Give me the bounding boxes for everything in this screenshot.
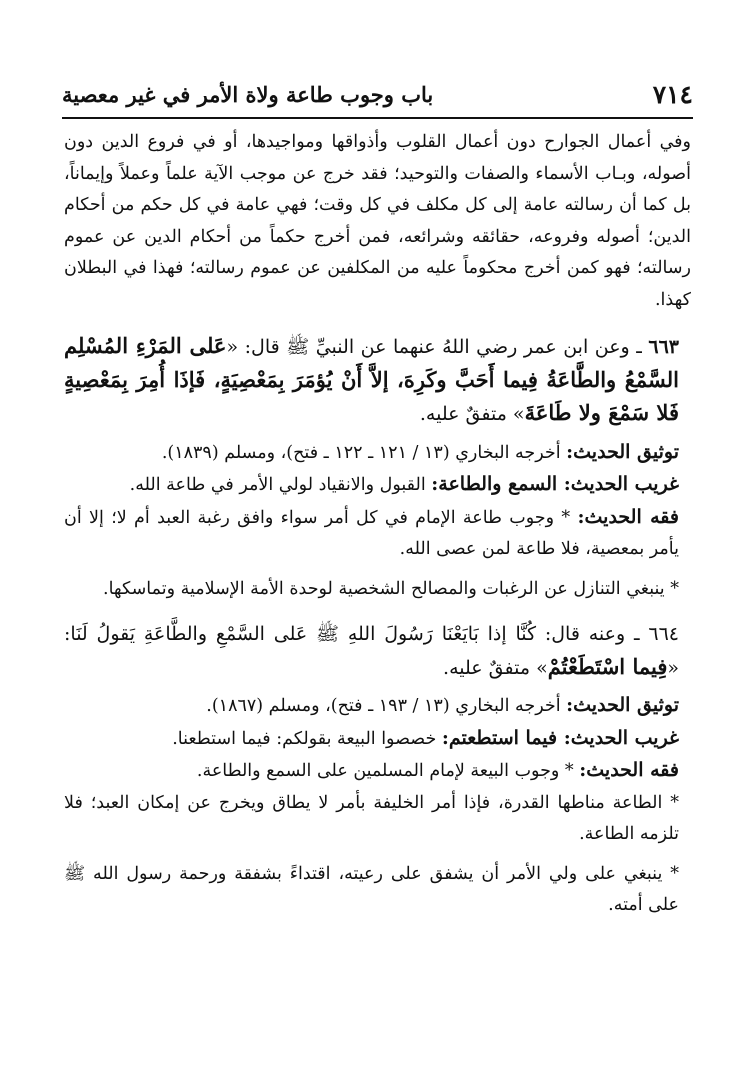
- note-664-1: * الطاعة مناطها القدرة، فإذا أمر الخليفة بأمر لا يطاق ويخرج عن إمكان العبد؛ فلا تلزمه الطاعة.: [64, 792, 679, 844]
- page-header: [62, 74, 693, 114]
- hadith-matn: فِيما اسْتَطَعْتُمْ: [547, 653, 668, 679]
- tawthiq-label: توثيق الحديث:: [566, 694, 679, 716]
- gharib-term: فيما استطعتم:: [441, 726, 564, 749]
- gharib-label: غريب الحديث:: [563, 726, 679, 749]
- fiqh-663: [64, 502, 691, 566]
- gharib-term: السمع والطاعة:: [431, 473, 564, 495]
- note-663: * ينبغي التنازل عن الرغبات والمصالح الشخصية لوحدة الأمة الإسلامية وتماسكها.: [103, 578, 679, 599]
- hadith-lead: ـ وعن ابن عمر رضي اللهُ عنهما عن النبيِّ ﷺ قال: «: [226, 336, 649, 358]
- hadith-664: [64, 619, 691, 684]
- page-number: ٧١٤: [652, 79, 693, 109]
- tawthiq-text: أخرجه البخاري (١٣ / ١٩٣ ـ فتح)، ومسلم (١٨٦٧).: [206, 696, 567, 716]
- hadith-matn: عَلى المَرْءِ المُسْلِم السَّمْعُ والطَّاعَةُ فِيما أَحَبَّ وكَرِهَ، إلاَّ أَنْ يُؤمَرَ بِمَعْصِيَةٍ، فَإذَا أُمِرَ بِمَعْصِيةٍ فَلا سَمْعَ ولا طَاعَةَ: [64, 333, 679, 425]
- fiqh-label: فقه الحديث:: [579, 759, 679, 781]
- tawthiq-663: [64, 437, 691, 470]
- fiqh-664: [64, 755, 691, 788]
- gharib-label: غريب الحديث:: [563, 473, 679, 495]
- fiqh-text: * وجوب البيعة لإمام المسلمين على السمع والطاعة.: [196, 761, 580, 781]
- hadith-number: ٦٦٣: [648, 336, 679, 358]
- hadith-number: ٦٦٤: [648, 623, 679, 645]
- gharib-text: خصصوا البيعة بقولكم: فيما استطعنا.: [172, 728, 442, 749]
- note-664-2: * ينبغي على ولي الأمر أن يشفق على رعيته، اقتداءً بشفقة ورحمة رسول الله ﷺ على أمته.: [64, 863, 679, 915]
- hadith-lead: ـ وعنه قال: كُنَّا إذا بَايَعْنَا رَسُولَ اللهِ ﷺ عَلى السَّمْعِ والطَّاعَةِ يَقولُ لَنَا: «: [64, 623, 679, 679]
- header-rule: [62, 117, 693, 119]
- fiqh-text: * وجوب طاعة الإمام في كل أمر سواء وافق رغبة العبد أم لا؛ إلا أن يأمر بمعصية، فلا طاعة لمن عصى الله.: [64, 507, 679, 559]
- hadith-tail: » متفقٌ عليه.: [443, 656, 548, 679]
- hadith-663: [64, 330, 691, 431]
- tawthiq-664: [64, 690, 691, 723]
- gharib-664: [64, 723, 691, 756]
- tawthiq-label: توثيق الحديث:: [566, 440, 679, 463]
- chapter-title: باب وجوب طاعة ولاة الأمر في غير معصية: [62, 81, 434, 107]
- hadith-tail: » متفقٌ عليه.: [419, 403, 525, 425]
- tawthiq-text: أخرجه البخاري (١٣ / ١٢١ ـ ١٢٢ ـ فتح)، ومسلم (١٨٣٩).: [161, 442, 567, 463]
- gharib-text: القبول والانقياد لولي الأمر في طاعة الله.: [129, 475, 432, 495]
- intro-paragraph: وفي أعمال الجوارح دون أعمال القلوب وأذواقها ومواجيدها، أو في فروع الدين دون أصوله، وبـاب الأسماء والصفات والتوحيد؛ فقد خرج عن موجب الآية علماً وعملاً وإيماناً، بل كما أن رسالته عامة إلى كل مكلف في كل وقت؛ فهي عامة في كل حكم من أحكام الدين؛ أصوله وفروعه، حقائقه وشرائعه، فمن أخرج حكماً من أحكام الدين عن عموم رسالته؛ فهو كمن أخرج محكوماً عليه من المكلفين عن عموم رسالته؛ فهذا في البطلان كهذا.: [64, 132, 691, 310]
- fiqh-label: فقه الحديث:: [577, 505, 680, 528]
- gharib-663: [64, 469, 691, 502]
- page-body: [64, 127, 691, 922]
